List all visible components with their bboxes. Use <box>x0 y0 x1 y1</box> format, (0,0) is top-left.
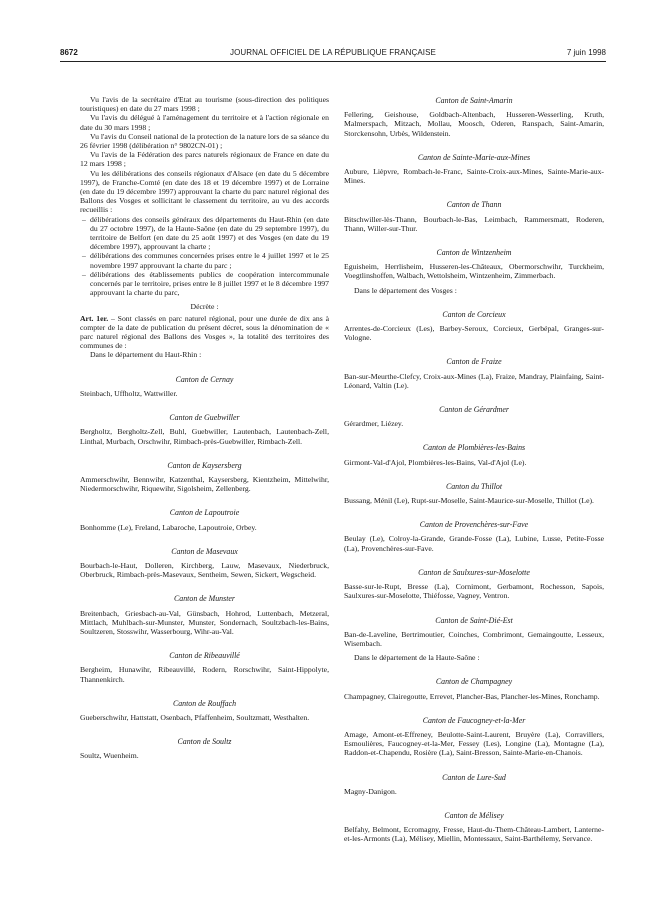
left-column <box>80 95 329 761</box>
canton-title: Canton de Ribeauvillé <box>169 651 240 661</box>
canton-communes: Girmont-Val-d'Ajol, Plombières-les-Bains, Val-d'Ajol (Le). <box>344 457 527 467</box>
canton-communes: Bonhomme (Le), Freland, Labaroche, Lapoutroie, Orbey. <box>80 522 257 532</box>
accords-list <box>80 215 329 298</box>
canton-title: Canton de Masevaux <box>171 546 238 556</box>
canton-title: Canton de Mélisey <box>444 810 504 820</box>
canton-communes: Aubure, Lièpvre, Rombach-le-Franc, Sainte-Croix-aux-Mines, Sainte-Marie-aux-Mines. <box>344 167 604 186</box>
canton-communes: Arrentes-de-Corcieux (Les), Barbey-Seroux, Corcieux, Gerbépal, Granges-sur-Vologne. <box>344 324 604 343</box>
canton-title: Canton de Guebwiller <box>169 413 240 423</box>
department-intro: Dans le département des Vosges : <box>354 285 457 295</box>
canton-block <box>344 357 604 390</box>
canton-block <box>80 508 329 531</box>
canton-title: Canton de Saint-Dié-Est <box>435 615 513 625</box>
canton-title: Canton de Rouffach <box>172 698 237 708</box>
visa-paragraph: Vu l'avis de la Fédération des parcs naturels régionaux de France en date du 12 mars 1998 ; <box>80 150 329 169</box>
visa-paragraph: Vu les délibérations des conseils régionaux d'Alsace (en date du 5 décembre 1997), de Franche-Comté (en date des 18 et 19 décembre 1997) et de Lorraine (en date du 19 décembre 1997) approuvant la charte du parc naturel régional des Ballons des Vosges et sollicitant le classement du territoire, au vu des accords recueillis : <box>80 168 329 215</box>
visa-paragraph: Vu l'avis de la secrétaire d'Etat au tourisme (sous-direction des politiques touristiques) en date du 27 mars 1998 ; <box>80 95 329 114</box>
canton-title: Canton de Lapoutroie <box>169 508 240 518</box>
canton-communes: Fellering, Geishouse, Goldbach-Altenbach, Husseren-Wesserling, Kruth, Malmerspach, Mitzach, Mollau, Moosch, Oderen, Ranspach, Saint-Amarin, Storckensohn, Urbès, Wildenstein. <box>344 110 604 138</box>
article-label: Art. 1er. <box>80 313 109 323</box>
canton-block <box>344 96 604 138</box>
canton-block <box>344 811 604 844</box>
canton-communes: Steinbach, Uffholtz, Wattwiller. <box>80 388 178 398</box>
page-number: 8672 <box>60 48 78 57</box>
canton-communes: Ammerschwihr, Bennwihr, Katzenthal, Kaysersberg, Kientzheim, Mittelwihr, Niedermorschwihr, Riquewihr, Sigolsheim, Zellenberg. <box>80 474 329 494</box>
canton-communes: Bitschwiller-lès-Thann, Bourbach-le-Bas, Leimbach, Rammersmatt, Roderen, Thann, Willer-sur-Thur. <box>344 214 604 233</box>
canton-title: Canton de Thann <box>446 200 502 210</box>
canton-title: Canton de Lure-Sud <box>442 772 506 782</box>
list-item: – délibérations des communes concernées prises entre le 4 juillet 1997 et le 25 novembre 1997 approuvant la charte du parc ; <box>82 251 329 270</box>
canton-block <box>344 616 604 649</box>
canton-communes: Gueberschwihr, Hattstatt, Osenbach, Pfaffenheim, Soultzmatt, Westhalten. <box>80 712 310 722</box>
list-item: – délibérations des conseils généraux des départements du Haut-Rhin (en date du 27 octobre 1997), de la Haute-Saône (en date du 29 septembre 1997), du territoire de Belfort (en date du 25 août 1997) et des Vosges (en date du 19 décembre 1997), approuvant la charte ; <box>82 214 329 252</box>
canton-communes: Beulay (Le), Colroy-la-Grande, Grande-Fosse (La), Lubine, Lusse, Petite-Fosse (La), Provenchères-sur-Fave. <box>344 534 604 553</box>
canton-title: Canton de Corcieux <box>442 309 506 319</box>
canton-block <box>80 651 329 684</box>
canton-block <box>80 375 329 398</box>
article-text: – Sont classés en parc naturel régional, pour une durée de dix ans à compter de la date de publication du présent décret, sous la dénomination de « parc naturel régional des Ballons des Vosges », la totalité des territoires des communes de : <box>80 313 329 351</box>
canton-title: Canton de Saulxures-sur-Moselotte <box>418 567 530 577</box>
canton-communes: Eguisheim, Herrlisheim, Husseren-les-Châteaux, Obermorschwihr, Turckheim, Voegtlinshoffen, Walbach, Wettolsheim, Wintzenheim, Zimmerbach. <box>344 262 604 281</box>
canton-communes: Champagney, Clairegoutte, Errevet, Plancher-Bas, Plancher-les-Mines, Ronchamp. <box>344 691 600 701</box>
canton-communes: Amage, Amont-et-Effreney, Beulotte-Saint-Laurent, Bruyère (La), Corravillers, Esmoulières, Faucogney-et-la-Mer, Fessey (Les), Longine (La), Montagne (La), Raddon-et-Chapendu, Rosière (La), Saint-Bresson, Sainte-Marie-en-Chanois. <box>344 729 604 758</box>
canton-block <box>80 461 329 494</box>
canton-block <box>344 248 604 281</box>
canton-communes: Basse-sur-le-Rupt, Bresse (La), Cornimont, Gerbamont, Rochesson, Sapois, Saulxures-sur-Moselotte, Thiéfosse, Vagney, Ventron. <box>344 582 604 601</box>
canton-communes: Bergholtz, Bergholtz-Zell, Buhl, Guebwiller, Lautenbach, Lautenbach-Zell, Linthal, Murbach, Orschwihr, Rimbach-près-Guebwiller, Rimbach-Zell. <box>80 427 329 446</box>
canton-block <box>344 153 604 186</box>
canton-block <box>344 520 604 553</box>
canton-communes: Belfahy, Belmont, Ecromagny, Fresse, Haut-du-Them-Château-Lambert, Lanterne-et-les-Armonts (La), Mélisey, Miellin, Montessaux, Saint-Barthélemy, Servance. <box>344 825 604 844</box>
canton-communes: Gérardmer, Liézey. <box>344 419 404 429</box>
canton-communes: Bergheim, Hunawihr, Ribeauvillé, Rodern, Rorschwihr, Saint-Hippolyte, Thannenkirch. <box>80 665 329 684</box>
canton-title: Canton de Sainte-Marie-aux-Mines <box>417 152 531 162</box>
canton-communes: Magny-Danigon. <box>344 786 397 796</box>
visa-paragraph: Vu l'avis du délégué à l'aménagement du territoire et à l'action régionale en date du 30 mars 1998 ; <box>80 113 329 132</box>
canton-title: Canton de Gérardmer <box>439 405 509 415</box>
page-header <box>60 47 606 62</box>
canton-block <box>344 677 604 700</box>
canton-title: Canton de Cernay <box>175 374 234 384</box>
canton-title: Canton de Saint-Amarin <box>435 96 513 105</box>
decrete-heading: Décrète : <box>190 302 219 312</box>
canton-communes: Soultz, Wuenheim. <box>80 751 139 761</box>
visa-paragraph: Vu l'avis du Conseil national de la protection de la nature lors de sa séance du 26 février 1998 (délibération n° 9802CN-01) ; <box>80 131 329 151</box>
canton-block <box>344 310 604 343</box>
canton-title: Canton de Faucogney-et-la-Mer <box>422 715 526 725</box>
list-item: – délibérations des établissements publics de coopération intercommunale concernés par le territoire, prises entre le 8 juillet 1997 et le 8 décembre 1997 approuvant la charte du parc, <box>82 269 329 298</box>
canton-title: Canton de Munster <box>174 594 235 604</box>
canton-title: Canton de Soultz <box>177 737 232 747</box>
canton-block <box>344 200 604 233</box>
canton-communes: Bussang, Ménil (Le), Rupt-sur-Moselle, Saint-Maurice-sur-Moselle, Thillot (Le). <box>344 496 594 506</box>
canton-block <box>344 716 604 758</box>
canton-block <box>344 443 604 466</box>
canton-communes: Ban-sur-Meurthe-Clefcy, Croix-aux-Mines (La), Fraize, Mandray, Plainfaing, Saint-Léonard, Valtin (Le). <box>344 371 604 390</box>
canton-block <box>344 405 604 428</box>
canton-block <box>344 568 604 601</box>
canton-title: Canton de Fraize <box>446 357 502 367</box>
department-intro: Dans le département du Haut-Rhin : <box>90 350 202 360</box>
issue-date: 7 juin 1998 <box>566 48 606 57</box>
canton-communes: Breitenbach, Griesbach-au-Val, Günsbach, Hohrod, Luttenbach, Metzeral, Mittlach, Muhlbach-sur-Munster, Munster, Sondernach, Soultzbach-les-Bains, Soultzeren, Stosswihr, Wasserbourg, Wihr-au-Val. <box>80 608 329 636</box>
canton-title: Canton de Provenchères-sur-Fave <box>419 520 529 530</box>
canton-title: Canton de Kaysersberg <box>167 460 242 470</box>
article-1 <box>80 314 329 351</box>
canton-communes: Ban-de-Laveline, Bertrimoutier, Coinches, Combrimont, Gemaingoutte, Lesseux, Wisembach. <box>344 629 604 648</box>
canton-block <box>80 413 329 446</box>
canton-block <box>80 594 329 636</box>
canton-block <box>344 482 604 505</box>
right-column <box>344 96 604 844</box>
canton-communes: Bourbach-le-Haut, Dolleren, Kirchberg, Lauw, Masevaux, Niederbruck, Oberbruck, Rimbach-près-Masevaux, Sentheim, Sewen, Sickert, Wegscheid. <box>80 560 329 580</box>
canton-block <box>80 699 329 722</box>
journal-title: JOURNAL OFFICIEL DE LA RÉPUBLIQUE FRANÇAISE <box>230 48 436 57</box>
canton-title: Canton de Wintzenheim <box>436 248 512 258</box>
canton-block <box>80 737 329 760</box>
department-intro: Dans le département de la Haute-Saône : <box>354 653 480 663</box>
canton-title: Canton de Plombières-les-Bains <box>422 443 526 453</box>
canton-block <box>80 547 329 580</box>
canton-title: Canton du Thillot <box>445 481 503 491</box>
canton-title: Canton de Champagney <box>435 677 513 687</box>
canton-block <box>344 773 604 796</box>
